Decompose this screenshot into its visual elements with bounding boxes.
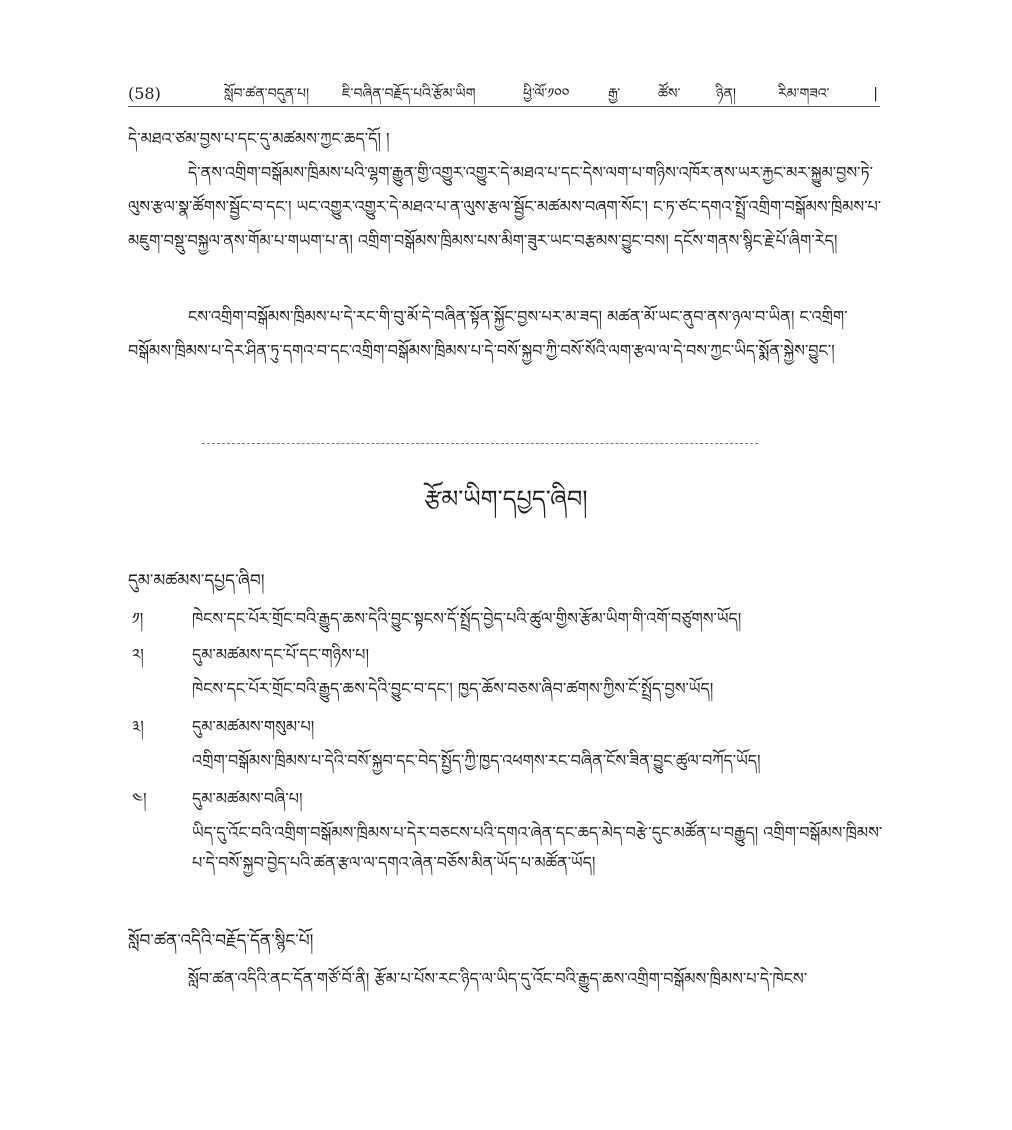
intro-line-0: དེ་མཐའ་ཙམ་བྱས་པ་དང་དུ་མཚམས་ཀྱང་ཆད་དོ། ། [128, 129, 390, 148]
theme-heading: སློབ་ཚན་འདིའི་བརྗོད་དོན་སྙིང་པོ། [128, 931, 314, 951]
header-stat-1: ཕྱི་ལོ་༡༠༠ [523, 86, 570, 102]
section-title: རྩོམ་ཡིག་དཔྱད་ཞིབ། [424, 485, 588, 513]
item-text-4-body: ཡིད་དུ་འོང་བའི་འགྲིག་བསྒོམས་ཁྲིམས་པ་དེར་བཅངས་པའི་དགའ་ཞེན་དང་ཆད་མེད་བརྩེ་དུང་མཚོན་པ་བརྒྱུད། འགྲིག་བསྒོམས་ཁྲིམས་པ་དེ་བསོ་སྐྱབ་བྱེད་པའི་ཚན་རྩལ་ལ་དགའ་ཞེན་བཅོས་མིན་ཡོད་པ་མཚོན་ཡོད། [192, 823, 883, 872]
header-stat-4: ཉིན། [716, 86, 736, 102]
item-text-4-heading: དུམ་མཚམས་བཞི་པ། [192, 789, 303, 808]
page-number: (58) [128, 84, 161, 103]
running-header [128, 84, 880, 108]
section-divider [202, 443, 758, 444]
header-lesson-title: ཇི་བཞིན་བརྗོད་པའི་རྩོམ་ཡིག [342, 86, 476, 102]
analysis-heading: དུམ་མཚམས་དཔྱད་ཞིབ། [128, 571, 265, 591]
header-stat-2: རྒྱ་ [608, 86, 621, 102]
header-stat-5: རིམ་གཟའ་ [778, 86, 830, 102]
item-text-3-heading: དུམ་མཚམས་གསུམ་པ། [192, 717, 315, 736]
header-rule [128, 106, 880, 107]
item-number-1: ༡། [132, 609, 144, 628]
header-stat-3: ཚོས་ [658, 86, 681, 102]
item-number-4: ༤། [132, 789, 147, 808]
item-text-3-body: འགྲིག་བསྒོམས་ཁྲིམས་པ་དེའི་བསོ་སྐྱབ་དང་བེད་སྤྱོད་ཀྱི་ཁྱད་འཕགས་རང་བཞིན་ངོས་ཟིན་བྱུང་ཚུལ་བཀོད་ཡོད། [192, 751, 761, 770]
item-number-3: ༣། [132, 717, 144, 736]
item-number-2: ༢། [132, 645, 144, 664]
item-text-2-body: ཁེངས་དང་པོར་གྲོང་བའི་རྒྱུད་ཆས་དེའི་བྱུང་བ་དང་། ཁྱད་ཆོས་བཅས་ཞིབ་ཚགས་ཀྱིས་ངོ་སྤྲོད་བྱས་ཡོད། [192, 679, 714, 698]
intro-paragraph-2: ངས་འགྲིག་བསྒོམས་ཁྲིམས་པ་དེ་རང་གི་བུ་མོ་དེ་བཞིན་སྟོན་སྐྱོང་བྱས་པར་མ་ཟད། མཚན་མོ་ཡང་ནུབ་ནས་ཉལ་བ་ཡིན། ང་འགྲིག་བསྒོམས་ཁྲིམས་པ་དེར་ཤིན་ཏུ་དགའ་བ་དང་འགྲིག་བསྒོམས་ཁྲིམས་པ་དེ་བསོ་སྐྱབ་ཀྱི་བསོ་སོའི་ལག་རྩལ་ལ་དེ་བས་ཀྱང་ཡིད་སྨོན་སྐྱེས་བྱུང་། [128, 307, 848, 360]
item-text-2-heading: དུམ་མཚམས་དང་པོ་དང་གཉིས་པ། [192, 645, 369, 664]
theme-paragraph: སློབ་ཚན་འདིའི་ནང་དོན་གཙོ་བོ་ནི། རྩོམ་པ་པོས་རང་ཉིད་ལ་ཡིད་དུ་འོང་བའི་རྒྱུད་ཆས་འགྲིག་བསྒོམས་ཁྲིམས་པ་དེ་ཁེངས་ [188, 969, 808, 988]
item-text-1: ཁེངས་དང་པོར་གྲོང་བའི་རྒྱུད་ཆས་དེའི་བྱུང་སྟངས་དོ་སྤྲོད་བྱེད་པའི་ཚུལ་གྱིས་རྩོམ་ཡིག་གི་འགོ་བཙུགས་ཡོད། [192, 609, 742, 628]
header-book-title: སློབ་ཚན་བདུན་པ། [224, 86, 310, 102]
header-end-mark: | [873, 86, 878, 102]
intro-paragraph-1: དེ་ནས་འགྲིག་བསྒོམས་ཁྲིམས་པའི་ལྷག་རྒྱུན་གྱི་འགྱུར་འགྱུར་དེ་མཐའ་པ་དང་དེས་ལག་པ་གཉིས་འཁོར་ནས་ཡར་རྐྱང་མར་སྐྱུམ་བྱས་ཏེ་ལུས་རྩལ་སྣ་ཚོགས་སྦྱོང་བ་དང་། ཡང་འགྱུར་འགྱུར་དེ་མཐའ་པ་ན་ལུས་རྩལ་སྦྱོང་མཚམས་བཞག་སོང་། ང་ཏ་ཙང་དགའ་སྤྲོ་འགྲིག་བསྒོམས་ཁྲིམས་པ་མཇུག་བསྡུ་བསྐྱལ་ནས་གོམ་པ་གཡག་པ་ན། འགྲིག་བསྒོམས་ཁྲིམས་པས་མིག་ཟུར་ཡང་བརྩམས་བྱུང་བས། དངོས་གནས་སྙིང་རྗེ་པོ་ཞིག་རེད། [128, 163, 882, 250]
